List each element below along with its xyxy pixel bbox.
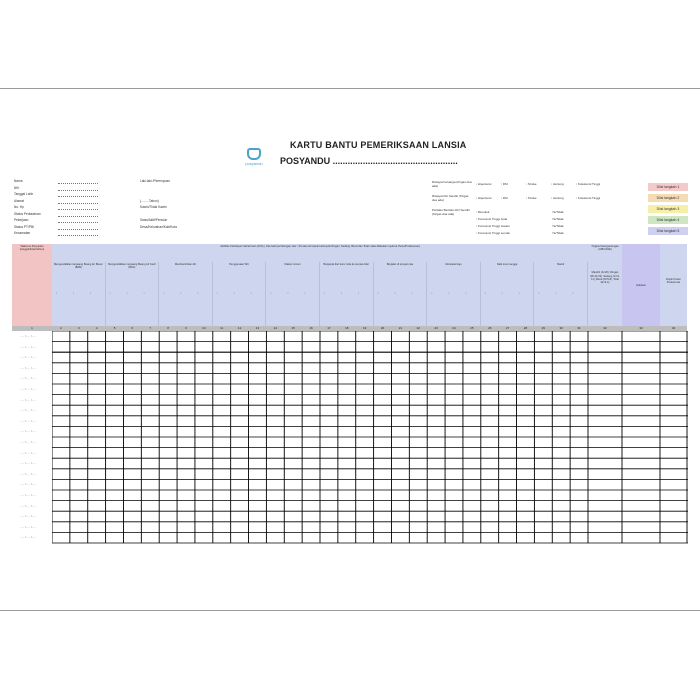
- aks-score-option: ▫: [56, 291, 58, 295]
- aks-score-option: ▫: [555, 291, 557, 295]
- header-aks-group: [481, 262, 535, 326]
- aks-score-option: ▫: [180, 291, 182, 295]
- column-number: 18: [345, 326, 349, 330]
- column-number: 22: [416, 326, 420, 330]
- checklist-option: ▫ Stroke: [526, 182, 537, 186]
- aks-score-option: ▫: [538, 291, 540, 295]
- column-number: 6: [131, 326, 134, 330]
- identity-label: NIK: [14, 185, 20, 190]
- identity-dots: [58, 230, 98, 236]
- page-title: KARTU BANTU PEMERIKSAAN LANSIA: [290, 140, 467, 150]
- header-aks-group: [320, 262, 374, 326]
- header-tingkat: [588, 244, 622, 326]
- legend-item: Diisi langkah 5: [648, 227, 688, 235]
- column-number: 17: [327, 326, 331, 330]
- column-number: 24: [452, 326, 456, 330]
- column-number: 20: [380, 326, 385, 330]
- aks-group-label: Mengendalikan rangsang Buang Air Besar (BAB): [54, 263, 103, 270]
- identity-label: Alamat: [14, 198, 24, 203]
- visit-date-cell: ..... /..... /.....: [20, 471, 36, 476]
- header-visit-date: Waktu ke Posyandu (tanggal/bulan/tahun): [12, 244, 52, 326]
- legend-item: Diisi langkah 2: [648, 194, 688, 202]
- column-number: 29: [541, 326, 545, 330]
- identity-row: [14, 230, 98, 237]
- column-number: 26: [488, 326, 492, 330]
- column-number: 8: [167, 326, 169, 330]
- column-number: 34: [671, 326, 676, 330]
- table-grid: [52, 331, 688, 545]
- column-number: 11: [220, 326, 224, 330]
- aks-score-option: ▫: [431, 291, 433, 295]
- visit-date-cell: ..... /..... /.....: [20, 386, 36, 391]
- visit-date-cell: ..... /..... /.....: [20, 334, 36, 338]
- aks-group-label: Makan minum: [284, 263, 301, 266]
- legend-item: Diisi langkah 4: [648, 216, 688, 224]
- tingkat-sub: Mandiri (A=20), Ringan (B=12-19), Sedang (C=9-11), Berat (D=5-8), Total (E=0-4): [590, 271, 620, 285]
- column-number: 16: [309, 326, 313, 330]
- checklist-behaviour: ▫ Konsumsi Tinggi Gula: [476, 217, 508, 221]
- checklist-option: ▫ Stroke: [526, 196, 537, 200]
- identity-dots: [58, 204, 98, 210]
- identity-dots: [58, 224, 98, 230]
- checklist-yn: Ya/Tidak: [552, 210, 564, 214]
- aks-score-option: ▫: [572, 291, 574, 295]
- page-subtitle: POSYANDU ..................................................: [280, 156, 458, 166]
- table-header: [12, 244, 687, 326]
- aks-score-option: ▫: [484, 291, 486, 295]
- column-number: 15: [291, 326, 295, 330]
- aks-group-label: Membersihkan diri: [174, 263, 197, 266]
- column-number: 14: [273, 326, 277, 330]
- aks-group-label: Berjalan di tempat rata: [386, 263, 413, 266]
- logo-text: posyandu: [245, 161, 263, 166]
- aks-group-label: Penggunaan WC: [229, 263, 249, 266]
- column-number: 9: [185, 326, 187, 330]
- visit-date-cell: ..... /..... /.....: [20, 429, 36, 434]
- header-aks-group: [534, 262, 588, 326]
- column-number: 25: [470, 326, 474, 330]
- identity-label: Pekerjaan: [14, 218, 29, 222]
- identity-fields: [14, 178, 98, 237]
- column-number: 27: [505, 326, 510, 330]
- identity-label: Tanggal Lahir: [14, 192, 34, 196]
- header-aks-group: [213, 262, 267, 326]
- header-aks-title: Aktifitas Kehidupan Sehari-hari (AKS) ( Jika hasil perhitungan skor <20 atau termasuk kelompok Ringan, Sedang, Berat dan Total maka dilakukan rujuk ke Pustu/Puskesmas): [52, 244, 588, 262]
- column-number: 5: [113, 326, 116, 330]
- identity-label: Status PT/PBI: [14, 224, 35, 229]
- aks-score-option: ▫: [304, 291, 306, 295]
- bottom-rule: [0, 610, 700, 611]
- checklist-option: ▫ Jantung: [551, 196, 564, 200]
- checklist-option: ▫ Kolesterol Tinggi: [576, 196, 601, 200]
- column-number: 4: [95, 326, 98, 330]
- column-number: 21: [398, 326, 403, 330]
- column-number: 32: [603, 326, 607, 330]
- identity-label: Nama: [14, 179, 23, 183]
- column-number: 1: [31, 326, 33, 330]
- header-rujuk: Rujuk Pustu/ Puskesmas: [660, 244, 687, 326]
- visit-date-cell: ..... /..... /.....: [20, 365, 36, 370]
- column-number: 28: [523, 326, 528, 330]
- visit-date-cell: ..... /..... /.....: [20, 344, 36, 349]
- visit-date-cell: ..... /..... /.....: [20, 355, 36, 360]
- column-number: 31: [577, 326, 581, 330]
- aks-score-option: ▫: [143, 291, 145, 295]
- identity-side-text: Desa/Kelurahan/Kab/Kota: [140, 224, 177, 229]
- checklist-behaviour: ▫ Merokok: [476, 210, 490, 214]
- checklist-behaviour: ▫ Konsumsi Tinggi Lemak: [476, 231, 510, 235]
- visit-date-cell: ..... /..... /.....: [20, 439, 36, 444]
- column-number: 7: [149, 326, 152, 330]
- visit-date-cell: ..... /..... /.....: [20, 535, 36, 540]
- checklist-option: ▫ DM: [501, 196, 508, 200]
- identity-side-text: Kawin/Tidak Kawin: [140, 205, 167, 209]
- identity-dots: [58, 191, 98, 197]
- checklist-option: ▫ Hipertensi: [476, 196, 492, 200]
- date-column: [12, 331, 52, 543]
- checklist-yn: Ya/Tidak: [552, 231, 564, 235]
- aks-group-label: Memakai baju: [445, 263, 462, 266]
- header-aks-group: [159, 262, 213, 326]
- visit-date-cell: ..... /..... /.....: [20, 408, 36, 413]
- column-number: 3: [77, 326, 80, 330]
- column-number: 13: [255, 326, 260, 330]
- tingkat-label: Tingkat Ketergantungan (A/B/C/D/E): [591, 245, 619, 252]
- checklist-option: ▫ Kolesterol Tinggi: [576, 182, 601, 186]
- aks-score-option: ▫: [109, 291, 111, 295]
- identity-side-text: Laki-laki /Perempuan: [140, 179, 170, 183]
- identity-label: Kecamatan: [14, 231, 31, 235]
- header-aks-group: [266, 262, 320, 326]
- aks-group-label: Mengendalikan rangsang Buang Air Kecil (BAK): [108, 263, 156, 270]
- aks-score-option: ▫: [358, 291, 360, 295]
- visit-date-cell: ..... /..... /.....: [20, 524, 36, 529]
- aks-score-option: ▫: [90, 291, 92, 295]
- aks-score-option: ▫: [233, 291, 235, 295]
- aks-score-option: ▫: [411, 291, 413, 295]
- checklist-yn: Ya/Tidak: [552, 217, 564, 221]
- legend-item: Diisi langkah 3: [648, 205, 688, 213]
- aks-score-option: ▫: [216, 291, 218, 295]
- identity-label: Status Perkawinan: [14, 211, 41, 216]
- checklist-behaviour: ▫ Konsumsi Tinggi Garam: [476, 224, 510, 228]
- checklist-label: Riwayat Diri Sendiri (Kirgas dua ada): [432, 194, 469, 202]
- identity-label: No. Hp: [14, 205, 24, 209]
- aks-score-option: ▫: [163, 291, 165, 295]
- identity-side-text: Swas/Aktif/Pensiun: [140, 218, 168, 222]
- checklist-option: ▫ Hipertensi: [476, 182, 492, 186]
- checklist-option: ▫ Jantung: [551, 182, 564, 186]
- identity-dots: [58, 185, 98, 191]
- visit-date-cell: ..... /..... /.....: [20, 503, 36, 508]
- header-aks-group: [427, 262, 481, 326]
- visit-date-cell: ..... /..... /.....: [20, 482, 36, 487]
- aks-score-option: ▫: [197, 291, 199, 295]
- identity-dots: [58, 198, 98, 204]
- column-number: 23: [434, 326, 438, 330]
- header-aks-group: [374, 262, 428, 326]
- checklist-yn: Ya/Tidak: [552, 224, 564, 228]
- aks-group-label: Naik turun tangga: [496, 263, 518, 266]
- column-number: 12: [237, 326, 242, 330]
- aks-group-label: Bergerak dari kursi roda ke tempat tidur: [323, 263, 370, 266]
- aks-score-option: ▫: [394, 291, 396, 295]
- aks-score-option: ▫: [324, 291, 326, 295]
- top-rule: [0, 88, 700, 89]
- visit-date-cell: ..... /..... /.....: [20, 461, 36, 466]
- identity-dots: [58, 178, 98, 184]
- posyandu-logo: [243, 148, 265, 166]
- checklist-option: ▫ DM: [501, 182, 508, 186]
- aks-score-option: ▫: [287, 291, 289, 295]
- aks-score-option: ▫: [501, 291, 503, 295]
- header-edukasi: Edukasi: [622, 244, 660, 326]
- column-number: 2: [60, 326, 62, 330]
- aks-score-option: ▫: [126, 291, 128, 295]
- column-number: 33: [639, 326, 643, 330]
- identity-dots: [58, 217, 98, 223]
- aks-group-label: Mandi: [557, 263, 565, 266]
- aks-score-option: ▫: [465, 291, 467, 295]
- aks-score-option: ▫: [73, 291, 75, 295]
- aks-score-option: ▫: [341, 291, 343, 295]
- header-aks-group: [52, 262, 106, 326]
- aks-score-option: ▫: [270, 291, 272, 295]
- legend-item: Diisi langkah 1: [648, 183, 688, 191]
- logo-mark-icon: [247, 148, 261, 160]
- column-number: 30: [559, 326, 563, 330]
- column-number: 10: [202, 326, 206, 330]
- aks-score-option: ▫: [448, 291, 450, 295]
- identity-dots: [58, 211, 98, 217]
- checklist-label: Perilaku Berisiko Diri Sendiri (Kirgas dua ada): [432, 208, 470, 216]
- visit-date-cell: ..... /..... /.....: [20, 514, 36, 519]
- aks-score-option: ▫: [377, 291, 379, 295]
- aks-score-option: ▫: [518, 291, 520, 295]
- aks-score-option: ▫: [250, 291, 252, 295]
- visit-date-cell: ..... /..... /.....: [20, 397, 36, 402]
- checklist-label: Riwayat Keluarga (Kirgas dua ada): [432, 180, 472, 188]
- visit-date-cell: ..... /..... /.....: [20, 450, 36, 455]
- column-number: 19: [362, 326, 367, 330]
- visit-date-cell: ..... /..... /.....: [20, 418, 36, 423]
- step-legend: [648, 183, 688, 238]
- identity-side-text: (.........Tahun): [140, 198, 159, 203]
- visit-date-cell: ..... /..... /.....: [20, 492, 36, 497]
- header-aks-group: [106, 262, 160, 326]
- visit-date-cell: ..... /..... /.....: [20, 376, 36, 381]
